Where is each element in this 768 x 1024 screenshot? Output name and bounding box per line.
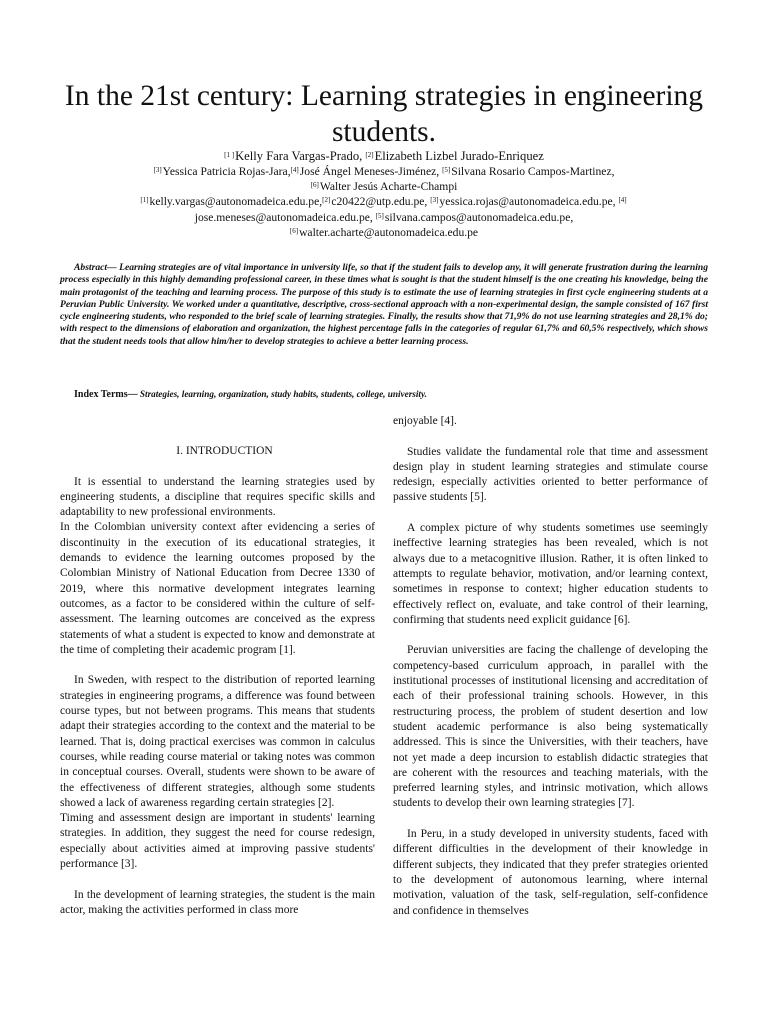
section-heading: I. INTRODUCTION	[176, 445, 273, 457]
right-column	[393, 414, 708, 919]
paragraph: Peruvian universities are facing the challenge of developing the competency-based curriculum approach, in parallel with the institutional processes of institutional licensing and accreditation of each of their professional training schools. However, in this restructuring process, the problem of student desertion and low student academic performance is also being systematically addressed. This is since the Universities, with their teachers, have not yet made a deep incursion to establish didactic strategies that are coherent with the resources and teaching materials, with the preferred learning styles, and intrinsic motivation, which allows students to develop their own learning strategies [7].	[393, 644, 708, 810]
author-block	[40, 148, 728, 240]
email-line-1	[40, 194, 728, 209]
author-email: c20422@utp.edu.pe,	[331, 195, 431, 209]
author-email: yessica.rojas@autonomadeica.edu.pe,	[439, 195, 619, 209]
paragraph: Timing and assessment design are important in students' learning strategies. In addition, they suggest the need for course redesign, especially about activities aimed at improving passive students' performance [3].	[60, 812, 375, 871]
left-column	[60, 444, 375, 934]
index-terms-label: Index Terms—	[74, 389, 138, 400]
email-line-2	[40, 210, 728, 225]
affiliation-marker: [3]	[153, 166, 162, 174]
author-line-2	[40, 164, 728, 179]
abstract: Abstract— Learning strategies are of vital importance in university life, so that if the student fails to develop any, it will generate frustration during the learning process especially in this highly demanding professional career, in these times what is sought is that the student himself is the one creating his knowledge, being the main protagonist of the teaching and learning process. The purpose of this study is to estimate the use of learning strategies in first cycle engineering students at a Peruvian Public University. We worked under a quantitative, descriptive, cross-sectional approach with a non-experimental design, the sample consisted of 167 first cycle engineering students, who responded to the brief scale of learning strategies. Finally, the results show that 71,9% do not use learning strategies and 28,1% do; with respect to the dimensions of elaboration and organization, the highest percentage falls in the categories of regular 61,7% and 60,5% respectively, which shows that the student needs tools that allow him/her to develop strategies to achieve a better learning process.	[60, 262, 708, 347]
paragraph: In the Colombian university context after evidencing a series of discontinuity in the execution of its educational strategies, it demands to evidence the learning outcomes proposed by the Colombian Ministry of National Education from Decree 1330 of 2019, where this normative development integrates learning outcomes, as a factor to be considered within the culture of self-assessment. The learning outcomes are conceived as the express statements of what a student is expected to know and demonstrate at the time of completing their academic program [1].	[60, 521, 375, 656]
affiliation-marker: [5]	[375, 211, 384, 220]
author-name: Silvana Rosario Campos-Martinez,	[451, 165, 615, 178]
author-name: Elizabeth Lizbel Jurado-Enriquez	[374, 149, 544, 163]
author-email: walter.acharte@autonomadeica.edu.pe	[299, 225, 479, 239]
author-name: Yessica Patricia Rojas-Jara,	[162, 165, 291, 178]
affiliation-marker: [6]	[289, 226, 299, 235]
paragraph: In Sweden, with respect to the distribution of reported learning strategies in engineering programs, a difference was found between course types, but not between programs. This means that students adapt their strategies according to the context and the material to be learned. That is, doing practical exercises was common in calculus courses, while reading course material or taking notes was common in conceptual courses. Overall, students were shown to be aware of the effectiveness of different strategies, although some students showed a lack of awareness regarding certain strategies [2].	[60, 674, 375, 809]
paragraph: Studies validate the fundamental role that time and assessment design play in student learning strategies and stimulate course redesign, especially activities oriented to better performance of passive students [5].	[393, 445, 708, 504]
affiliation-marker: [1 ]	[224, 151, 235, 159]
author-line-1	[40, 148, 728, 164]
affiliation-marker: [4]	[618, 196, 627, 205]
author-email: silvana.campos@autonomadeica.edu.pe,	[384, 210, 574, 224]
paper-title: In the 21st century: Learning strategies in engineering students.	[64, 80, 704, 148]
email-line-3	[40, 225, 728, 240]
author-name: Kelly Fara Vargas-Prado,	[235, 149, 366, 163]
author-name: José Ángel Meneses-Jiménez,	[299, 165, 443, 178]
author-name: Walter Jesús Acharte-Champi	[319, 180, 458, 194]
affiliation-marker: [3]	[430, 196, 439, 205]
affiliation-marker: [2]	[365, 151, 374, 159]
affiliation-marker: [6]	[310, 181, 319, 190]
paragraph: enjoyable [4].	[393, 415, 457, 427]
author-email: kelly.vargas@autonomadeica.edu.pe,	[149, 195, 323, 209]
paragraph: It is essential to understand the learning strategies used by engineering students, a discipline that requires specific skills and adaptability to new professional environments.	[60, 475, 375, 519]
affiliation-marker: [1]	[140, 196, 149, 205]
affiliation-marker: [5]	[442, 166, 451, 174]
author-email: jose.meneses@autonomadeica.edu.pe,	[194, 210, 376, 224]
index-terms-list: Strategies, learning, organization, study habits, students, college, university.	[137, 389, 427, 399]
index-terms	[60, 388, 708, 401]
author-line-3	[40, 179, 728, 194]
paragraph: In Peru, in a study developed in university students, faced with different difficulties in the development of their knowledge in different subjects, they indicated that they prefer strategies oriented to the development of autonomous learning, where internal motivation, valuation of the task, self-regulation, self-confidence and confidence in themselves	[393, 828, 708, 917]
affiliation-marker: [2]	[322, 196, 331, 205]
affiliation-marker: [4]	[290, 166, 299, 174]
paragraph: In the development of learning strategies, the student is the main actor, making the activities performed in class more	[60, 888, 375, 916]
paragraph: A complex picture of why students sometimes use seemingly ineffective learning strategies has been revealed, which is not always due to a metacognitive illusion. Rather, it is often linked to attempts to regulate behavior, motivation, and/or learning context, sometimes in response to context; higher education students to effectively reflect on, evaluate, and take control of their learning, confirming that students need explicit guidance [6].	[393, 522, 708, 626]
